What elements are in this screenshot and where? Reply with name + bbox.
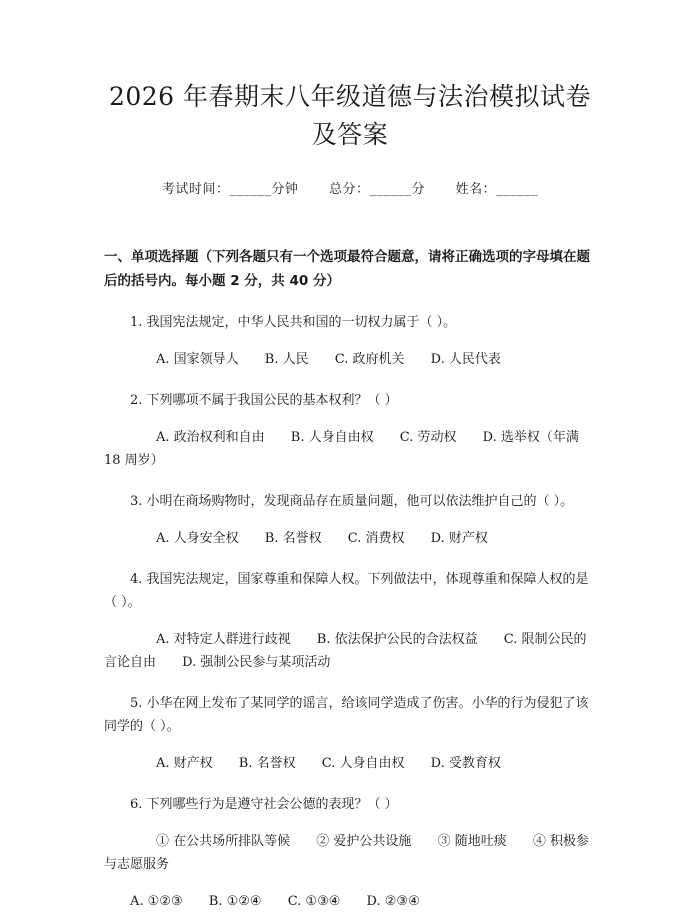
option-b: B. ①②④ <box>208 894 262 909</box>
section-heading: 一、单项选择题（下列各题只有一个选项最符合题意，请将正确选项的字母填在题后的括号内。每小题 2 分，共 40 分） <box>104 249 590 289</box>
question-6 <box>104 793 596 913</box>
question-stem: 2. 下列哪项不属于我国公民的基本权利？（ ） <box>130 393 398 408</box>
question-5 <box>104 692 596 775</box>
question-4 <box>104 568 596 674</box>
option-c: C. ①③④ <box>287 894 341 909</box>
option-b: B. 人身自由权 <box>290 430 374 445</box>
option-a: A. 财产权 <box>156 756 213 771</box>
option-c: C. 限制公民的言论自由 <box>104 632 587 670</box>
question-stem: 3. 小明在商场购物时，发现商品存在质量问题，他可以依法维护自己的（ ）。 <box>130 494 574 509</box>
question-options <box>104 752 596 775</box>
option-a: A. 政治权利和自由 <box>156 430 265 445</box>
option-c: C. 政府机关 <box>334 352 405 367</box>
option-c: C. 人身自由权 <box>321 756 405 771</box>
question-stem: 5. 小华在网上发布了某同学的谣言，给该同学造成了伤害。小华的行为侵犯了该同学的（ ）。 <box>104 696 589 734</box>
option-d: D. 强制公民参与某项活动 <box>182 655 331 670</box>
statement-2: ② 爱护公共设施 <box>316 834 412 849</box>
option-d: D. ②③④ <box>366 894 420 909</box>
option-a: A. 国家领导人 <box>156 352 239 367</box>
option-d: D. 财产权 <box>430 531 488 546</box>
question-2 <box>104 389 596 472</box>
exam-time-field: 考试时间：______分钟 <box>161 182 299 197</box>
option-b: B. 依法保护公民的合法权益 <box>316 632 478 647</box>
question-stem: 6. 下列哪些行为是遵守社会公德的表现？（ ） <box>130 797 398 812</box>
question-3 <box>104 490 596 550</box>
option-a: A. 对特定人群进行歧视 <box>156 632 291 647</box>
question-stem: 1. 我国宪法规定，中华人民共和国的一切权力属于（ ）。 <box>130 315 457 330</box>
question-stem: 4. 我国宪法规定，国家尊重和保障人权。下列做法中，体现尊重和保障人权的是（ ）。 <box>104 572 589 610</box>
option-b: B. 人民 <box>264 352 309 367</box>
total-score-field: 总分：______分 <box>328 182 425 197</box>
question-options <box>104 890 596 913</box>
question-statements <box>104 830 596 876</box>
question-options <box>104 348 596 371</box>
student-name-field: 姓名：______ <box>455 182 539 197</box>
option-d: D. 受教育权 <box>430 756 501 771</box>
exam-info-line <box>104 178 596 197</box>
statement-4: ④ 积极参与志愿服务 <box>104 834 589 872</box>
option-c: C. 消费权 <box>347 531 405 546</box>
statement-1: ① 在公共场所排队等候 <box>156 834 291 849</box>
option-b: B. 名誉权 <box>264 531 322 546</box>
option-d: D. 选举权（年满 18 周岁） <box>104 430 579 468</box>
document-title: 2026 年春期末八年级道德与法治模拟试卷及答案 <box>108 82 592 149</box>
option-b: B. 名誉权 <box>238 756 296 771</box>
option-a: A. 人身安全权 <box>156 531 239 546</box>
option-c: C. 劳动权 <box>399 430 457 445</box>
question-options <box>104 628 596 674</box>
option-d: D. 人民代表 <box>430 352 501 367</box>
option-a: A. ①②③ <box>130 894 183 909</box>
question-options <box>104 527 596 550</box>
question-1 <box>104 311 596 371</box>
question-options <box>104 426 596 472</box>
statement-3: ③ 随地吐痰 <box>437 834 507 849</box>
